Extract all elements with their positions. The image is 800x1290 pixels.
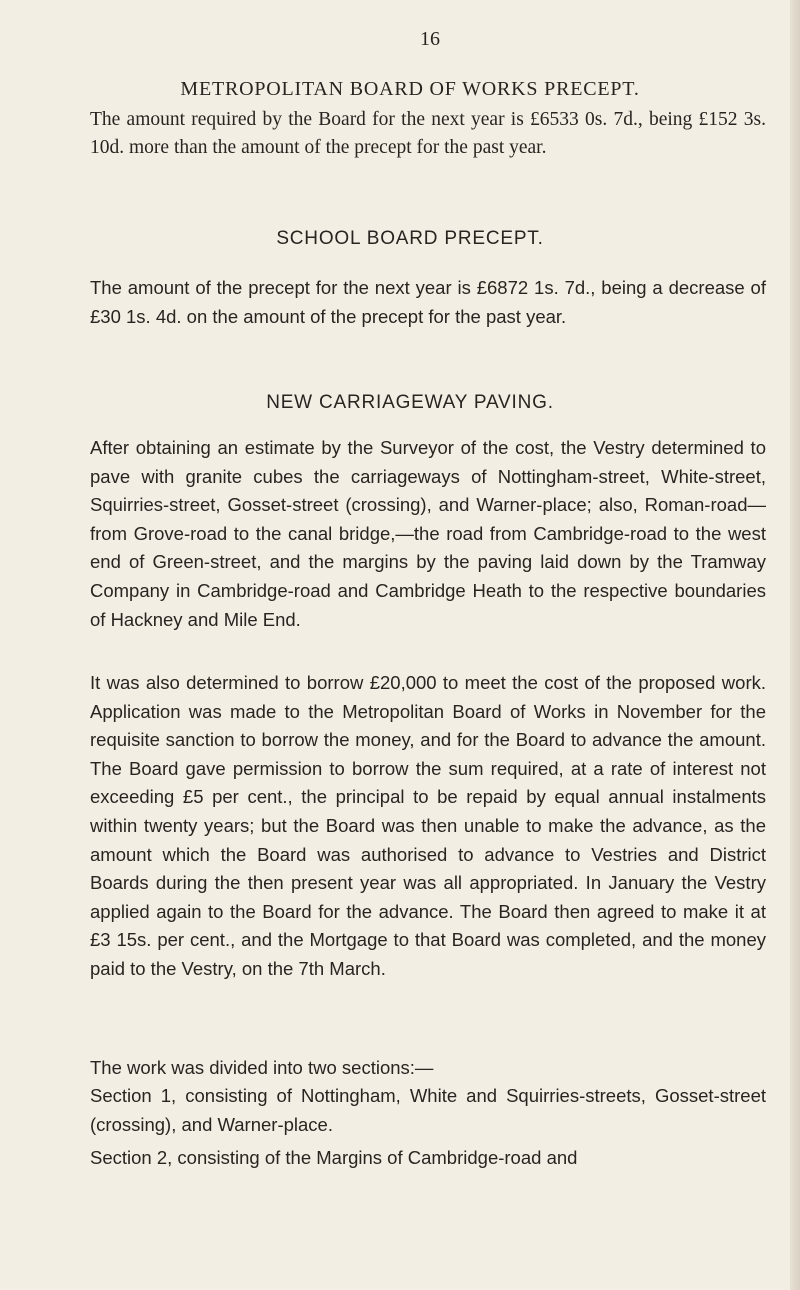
paragraph-metropolitan-precept: The amount required by the Board for the next year is £6533 0s. 7d., being £152 3s. 10d. more than the amount of the precept for the past year. xyxy=(90,109,766,158)
page-number: 16 xyxy=(420,28,440,50)
paragraph-section-one: Section 1, consisting of Nottingham, White and Squirries-streets, Gosset-street (crossing), and Warner-place. xyxy=(90,1085,766,1135)
paragraph-paving-determination: After obtaining an estimate by the Surveyor of the cost, the Vestry determined to pave with granite cubes the carriageways of Nottingham-street, White-street, Squirries-street, Gosset-street (crossing), and Warner-place; also, Roman-road—from Grove-road to the canal bridge,—the road from Cambridge-road to the west end of Green-street, and the margins by the paving laid down by the Tramway Company in Cambridge-road and Cambridge Heath to the respective boundaries of Hackney and Mile End. xyxy=(90,437,766,630)
heading-new-carriageway-paving: NEW CARRIAGEWAY PAVING. xyxy=(266,392,554,413)
paragraph-school-precept: The amount of the precept for the next year is £6872 1s. 7d., being a decrease of £30 1s. 4d. on the amount of the precept for the past year. xyxy=(90,277,766,327)
heading-metropolitan-board-precept: METROPOLITAN BOARD OF WORKS PRECEPT. xyxy=(180,78,640,100)
page-edge xyxy=(790,0,800,1290)
paragraph-borrowing: It was also determined to borrow £20,000 to meet the cost of the proposed work. Application was made to the Metropolitan Board of Works in November for the requisite sanction to borrow the money, and for the Board to advance the amount. The Board gave permission to borrow the sum required, at a rate of interest not exceeding £5 per cent., the principal to be repaid by equal annual instalments within twenty years; but the Board was then unable to make the advance, as the amount which the Board was authorised to advance to Vestries and District Boards during the then present year was all appropriated. In January the Vestry applied again to the Board for the advance. The Board then agreed to make it at £3 15s. per cent., and the Mortgage to that Board was completed, and the money paid to the Vestry, on the 7th March. xyxy=(90,672,766,979)
paragraph-section-two: Section 2, consisting of the Margins of Cambridge-road and xyxy=(90,1147,578,1168)
heading-school-board-precept: SCHOOL BOARD PRECEPT. xyxy=(276,228,544,249)
paragraph-work-sections-intro: The work was divided into two sections:— xyxy=(90,1057,434,1078)
